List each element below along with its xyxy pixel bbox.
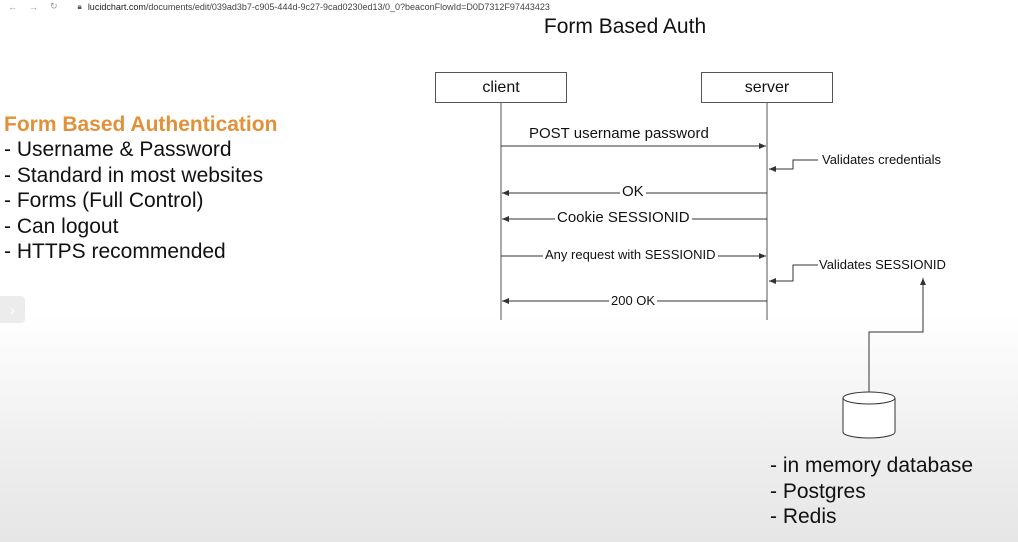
summary-heading: Form Based Authentication — [4, 113, 278, 136]
message-ok[interactable]: OK — [622, 183, 644, 200]
forward-icon[interactable]: → — [29, 1, 38, 12]
storage-text-block[interactable] — [770, 453, 973, 530]
storage-bullet: - in memory database — [770, 454, 974, 477]
participant-server[interactable]: server — [701, 72, 833, 103]
back-icon[interactable]: ← — [8, 1, 17, 12]
message-any-request[interactable]: Any request with SESSIONID — [545, 247, 716, 262]
summary-bullet: - Standard in most websites — [4, 163, 264, 187]
summary-bullet: - Can logout — [4, 214, 119, 238]
summary-text-block[interactable] — [4, 112, 277, 265]
message-200-ok[interactable]: 200 OK — [611, 293, 656, 308]
diagram-title: Form Based Auth — [543, 15, 707, 38]
url-text[interactable]: lucidchart.com/documents/edit/039ad3b7-c905-444d-9c27-9cad0230ed13/0_0?beaconFlowId=D0D7312F97443423 — [87, 1, 550, 12]
summary-bullet: - HTTPS recommended — [4, 240, 226, 263]
note-validates-credentials[interactable]: Validates credentials — [822, 152, 941, 167]
summary-bullet: - Forms (Full Control) — [4, 189, 204, 212]
chevron-right-icon[interactable]: › — [0, 296, 25, 323]
message-cookie[interactable]: Cookie SESSIONID — [557, 209, 690, 226]
note-validates-session[interactable]: Validates SESSIONID — [819, 257, 946, 272]
note-connector-session — [769, 265, 818, 281]
lock-icon: 🔒︎ — [77, 1, 82, 11]
storage-bullet: - Redis — [770, 505, 837, 528]
participant-client[interactable]: client — [435, 72, 567, 103]
database-icon — [843, 392, 895, 438]
message-post[interactable]: POST username password — [529, 125, 709, 142]
reload-icon[interactable]: ↻ — [50, 1, 58, 11]
database-link-line — [869, 278, 923, 392]
summary-bullet: - Username & Password — [4, 138, 232, 161]
note-connector-credentials — [769, 160, 818, 169]
storage-bullet: - Postgres — [770, 479, 866, 503]
